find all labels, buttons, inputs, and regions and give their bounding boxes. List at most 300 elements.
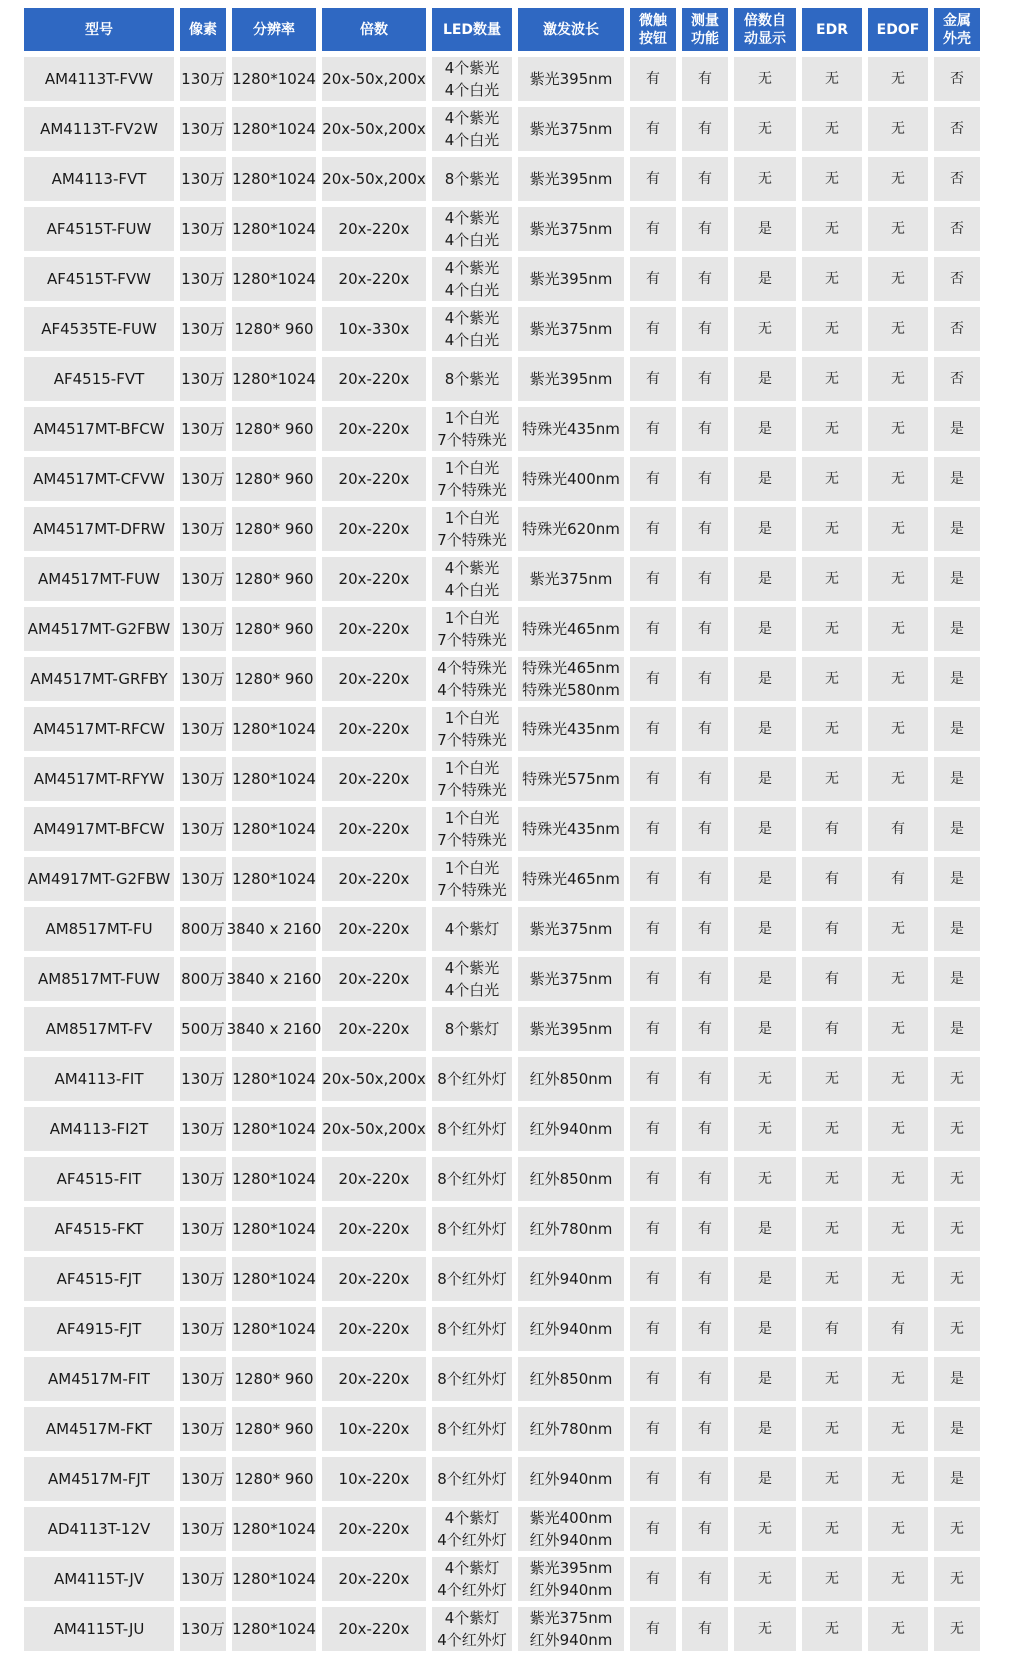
cell-magnification: 20x-220x bbox=[322, 807, 426, 851]
cell-led-count bbox=[432, 57, 512, 101]
cell-magnification: 20x-220x bbox=[322, 1157, 426, 1201]
cell-edof: 无 bbox=[868, 707, 928, 751]
cell-auto-magnification-display: 是 bbox=[734, 1407, 796, 1451]
table-row bbox=[24, 357, 994, 401]
table-row bbox=[24, 107, 994, 151]
cell-line: 4个特殊光 bbox=[437, 659, 507, 677]
cell-line: 特殊光465nm bbox=[522, 659, 620, 677]
header-resolution: 分辨率 bbox=[232, 8, 316, 51]
cell-excitation-wavelength bbox=[518, 1607, 624, 1651]
cell-metal-housing: 是 bbox=[934, 1407, 980, 1451]
cell-line: 金属 bbox=[943, 12, 971, 29]
cell-excitation-wavelength: 特殊光465nm bbox=[518, 607, 624, 651]
cell-resolution: 1280*1024 bbox=[232, 1107, 316, 1151]
header-magnification: 倍数 bbox=[322, 8, 426, 51]
cell-measurement-function: 有 bbox=[682, 707, 728, 751]
cell-metal-housing: 无 bbox=[934, 1207, 980, 1251]
cell-resolution: 1280*1024 bbox=[232, 1507, 316, 1551]
cell-model: AF4515-FJT bbox=[24, 1257, 174, 1301]
cell-line: 4个紫光 bbox=[444, 209, 500, 227]
cell-measurement-function: 有 bbox=[682, 657, 728, 701]
cell-line: 7个特殊光 bbox=[437, 631, 507, 649]
cell-pixels: 130万 bbox=[180, 157, 226, 201]
cell-edr: 无 bbox=[802, 757, 862, 801]
cell-pixels: 130万 bbox=[180, 707, 226, 751]
cell-model: AF4915-FJT bbox=[24, 1307, 174, 1351]
cell-edr: 无 bbox=[802, 107, 862, 151]
cell-excitation-wavelength: 紫光375nm bbox=[518, 957, 624, 1001]
table-row bbox=[24, 1307, 994, 1351]
cell-magnification: 20x-220x bbox=[322, 1207, 426, 1251]
cell-magnification: 20x-220x bbox=[322, 507, 426, 551]
cell-model: AM4517MT-FUW bbox=[24, 557, 174, 601]
cell-edr: 无 bbox=[802, 1507, 862, 1551]
cell-pixels: 130万 bbox=[180, 1307, 226, 1351]
cell-pixels: 130万 bbox=[180, 407, 226, 451]
cell-edof: 无 bbox=[868, 407, 928, 451]
cell-model: AM4517MT-G2FBW bbox=[24, 607, 174, 651]
cell-microtouch-button: 有 bbox=[630, 1107, 676, 1151]
cell-measurement-function: 有 bbox=[682, 1507, 728, 1551]
cell-microtouch-button: 有 bbox=[630, 1157, 676, 1201]
cell-model: AM4113T-FV2W bbox=[24, 107, 174, 151]
cell-metal-housing: 是 bbox=[934, 807, 980, 851]
cell-metal-housing: 是 bbox=[934, 907, 980, 951]
cell-line: 4个白光 bbox=[444, 281, 500, 299]
cell-edof: 无 bbox=[868, 607, 928, 651]
cell-magnification: 20x-220x bbox=[322, 1607, 426, 1651]
cell-resolution: 1280*1024 bbox=[232, 1607, 316, 1651]
cell-pixels: 130万 bbox=[180, 1057, 226, 1101]
cell-model: AM4517MT-RFCW bbox=[24, 707, 174, 751]
cell-led-count bbox=[432, 957, 512, 1001]
cell-line: 7个特殊光 bbox=[437, 731, 507, 749]
cell-model: AF4535TE-FUW bbox=[24, 307, 174, 351]
cell-microtouch-button: 有 bbox=[630, 157, 676, 201]
cell-microtouch-button: 有 bbox=[630, 1357, 676, 1401]
cell-auto-magnification-display: 是 bbox=[734, 807, 796, 851]
cell-line: 4个白光 bbox=[444, 331, 500, 349]
cell-edr: 无 bbox=[802, 357, 862, 401]
cell-edr: 无 bbox=[802, 1357, 862, 1401]
table-row bbox=[24, 807, 994, 851]
table-row bbox=[24, 657, 994, 701]
cell-edr: 有 bbox=[802, 907, 862, 951]
cell-edof: 有 bbox=[868, 1307, 928, 1351]
table-row bbox=[24, 407, 994, 451]
cell-measurement-function: 有 bbox=[682, 1457, 728, 1501]
cell-edr: 无 bbox=[802, 557, 862, 601]
cell-magnification: 20x-220x bbox=[322, 657, 426, 701]
table-row bbox=[24, 1507, 994, 1551]
cell-led-count bbox=[432, 1507, 512, 1551]
cell-pixels: 130万 bbox=[180, 457, 226, 501]
table-row bbox=[24, 507, 994, 551]
cell-magnification: 20x-220x bbox=[322, 357, 426, 401]
cell-excitation-wavelength: 红外850nm bbox=[518, 1157, 624, 1201]
cell-pixels: 130万 bbox=[180, 807, 226, 851]
cell-resolution: 1280* 960 bbox=[232, 1407, 316, 1451]
cell-model: AM8517MT-FU bbox=[24, 907, 174, 951]
cell-microtouch-button: 有 bbox=[630, 607, 676, 651]
cell-led-count: 8个红外灯 bbox=[432, 1057, 512, 1101]
cell-microtouch-button: 有 bbox=[630, 1557, 676, 1601]
cell-resolution: 1280*1024 bbox=[232, 757, 316, 801]
cell-auto-magnification-display: 是 bbox=[734, 1257, 796, 1301]
cell-line: 1个白光 bbox=[444, 509, 500, 527]
cell-edr: 无 bbox=[802, 1407, 862, 1451]
cell-resolution: 3840 x 2160 bbox=[232, 957, 316, 1001]
cell-magnification: 20x-220x bbox=[322, 957, 426, 1001]
header-led-count: LED数量 bbox=[432, 8, 512, 51]
cell-auto-magnification-display: 是 bbox=[734, 1307, 796, 1351]
cell-edof: 无 bbox=[868, 307, 928, 351]
cell-metal-housing: 否 bbox=[934, 357, 980, 401]
cell-edr: 无 bbox=[802, 207, 862, 251]
cell-metal-housing: 是 bbox=[934, 407, 980, 451]
cell-microtouch-button: 有 bbox=[630, 257, 676, 301]
cell-model: AM8517MT-FV bbox=[24, 1007, 174, 1051]
cell-metal-housing: 是 bbox=[934, 507, 980, 551]
cell-magnification: 20x-220x bbox=[322, 1357, 426, 1401]
cell-excitation-wavelength: 特殊光400nm bbox=[518, 457, 624, 501]
cell-line: 4个紫光 bbox=[444, 109, 500, 127]
cell-led-count bbox=[432, 307, 512, 351]
cell-edr: 有 bbox=[802, 857, 862, 901]
cell-line: 紫光375nm bbox=[529, 1609, 613, 1627]
cell-model: AM4917MT-G2FBW bbox=[24, 857, 174, 901]
cell-microtouch-button: 有 bbox=[630, 757, 676, 801]
cell-edof: 无 bbox=[868, 1607, 928, 1651]
cell-magnification: 20x-220x bbox=[322, 1507, 426, 1551]
cell-pixels: 800万 bbox=[180, 907, 226, 951]
cell-line: 1个白光 bbox=[444, 709, 500, 727]
cell-excitation-wavelength: 红外940nm bbox=[518, 1307, 624, 1351]
table-row bbox=[24, 1107, 994, 1151]
cell-measurement-function: 有 bbox=[682, 1007, 728, 1051]
cell-metal-housing: 是 bbox=[934, 457, 980, 501]
cell-magnification: 20x-220x bbox=[322, 857, 426, 901]
cell-microtouch-button: 有 bbox=[630, 407, 676, 451]
cell-edof: 无 bbox=[868, 1107, 928, 1151]
cell-line: 1个白光 bbox=[444, 809, 500, 827]
cell-microtouch-button: 有 bbox=[630, 1407, 676, 1451]
cell-microtouch-button: 有 bbox=[630, 307, 676, 351]
cell-measurement-function: 有 bbox=[682, 1107, 728, 1151]
cell-magnification: 20x-220x bbox=[322, 1557, 426, 1601]
cell-metal-housing: 是 bbox=[934, 557, 980, 601]
table-row bbox=[24, 257, 994, 301]
table-row bbox=[24, 1607, 994, 1651]
cell-edof: 无 bbox=[868, 1457, 928, 1501]
cell-line: 4个紫光 bbox=[444, 559, 500, 577]
cell-edr: 无 bbox=[802, 457, 862, 501]
cell-microtouch-button: 有 bbox=[630, 557, 676, 601]
cell-metal-housing: 是 bbox=[934, 607, 980, 651]
cell-edr: 无 bbox=[802, 257, 862, 301]
cell-line: 7个特殊光 bbox=[437, 531, 507, 549]
cell-excitation-wavelength: 红外780nm bbox=[518, 1207, 624, 1251]
cell-microtouch-button: 有 bbox=[630, 457, 676, 501]
cell-pixels: 130万 bbox=[180, 1407, 226, 1451]
cell-excitation-wavelength: 紫光395nm bbox=[518, 357, 624, 401]
cell-led-count: 8个红外灯 bbox=[432, 1457, 512, 1501]
cell-microtouch-button: 有 bbox=[630, 207, 676, 251]
cell-magnification: 10x-220x bbox=[322, 1407, 426, 1451]
cell-model: AM4517MT-BFCW bbox=[24, 407, 174, 451]
product-spec-table bbox=[24, 8, 994, 1657]
cell-measurement-function: 有 bbox=[682, 757, 728, 801]
cell-magnification: 20x-50x,200x bbox=[322, 1107, 426, 1151]
cell-metal-housing: 是 bbox=[934, 957, 980, 1001]
cell-resolution: 1280*1024 bbox=[232, 107, 316, 151]
header-microtouch-button bbox=[630, 8, 676, 51]
cell-model: AF4515T-FVW bbox=[24, 257, 174, 301]
cell-excitation-wavelength: 红外850nm bbox=[518, 1057, 624, 1101]
cell-measurement-function: 有 bbox=[682, 1257, 728, 1301]
cell-edof: 无 bbox=[868, 257, 928, 301]
cell-auto-magnification-display: 是 bbox=[734, 557, 796, 601]
cell-excitation-wavelength: 紫光375nm bbox=[518, 107, 624, 151]
cell-pixels: 130万 bbox=[180, 857, 226, 901]
cell-excitation-wavelength: 红外780nm bbox=[518, 1407, 624, 1451]
cell-excitation-wavelength: 红外940nm bbox=[518, 1457, 624, 1501]
cell-auto-magnification-display: 是 bbox=[734, 907, 796, 951]
cell-model: AM4113-FIT bbox=[24, 1057, 174, 1101]
table-row bbox=[24, 607, 994, 651]
cell-led-count: 8个红外灯 bbox=[432, 1307, 512, 1351]
cell-excitation-wavelength: 紫光375nm bbox=[518, 207, 624, 251]
cell-led-count: 8个红外灯 bbox=[432, 1107, 512, 1151]
cell-measurement-function: 有 bbox=[682, 607, 728, 651]
cell-magnification: 20x-50x,200x bbox=[322, 107, 426, 151]
cell-model: AD4113T-12V bbox=[24, 1507, 174, 1551]
cell-edr: 无 bbox=[802, 407, 862, 451]
cell-measurement-function: 有 bbox=[682, 207, 728, 251]
cell-magnification: 20x-50x,200x bbox=[322, 1057, 426, 1101]
cell-microtouch-button: 有 bbox=[630, 1257, 676, 1301]
cell-microtouch-button: 有 bbox=[630, 1607, 676, 1651]
cell-auto-magnification-display: 无 bbox=[734, 1057, 796, 1101]
cell-line: 4个紫灯 bbox=[444, 1609, 500, 1627]
cell-excitation-wavelength: 红外850nm bbox=[518, 1357, 624, 1401]
cell-edr: 无 bbox=[802, 157, 862, 201]
table-row bbox=[24, 1157, 994, 1201]
cell-excitation-wavelength bbox=[518, 1557, 624, 1601]
cell-auto-magnification-display: 是 bbox=[734, 1457, 796, 1501]
cell-pixels: 130万 bbox=[180, 1107, 226, 1151]
cell-line: 4个红外灯 bbox=[437, 1581, 507, 1599]
cell-line: 紫光400nm bbox=[529, 1509, 613, 1527]
cell-edof: 无 bbox=[868, 207, 928, 251]
table-row bbox=[24, 1357, 994, 1401]
cell-excitation-wavelength bbox=[518, 657, 624, 701]
cell-measurement-function: 有 bbox=[682, 307, 728, 351]
cell-model: AF4515-FKT bbox=[24, 1207, 174, 1251]
cell-edof: 无 bbox=[868, 957, 928, 1001]
cell-metal-housing: 否 bbox=[934, 307, 980, 351]
cell-auto-magnification-display: 是 bbox=[734, 407, 796, 451]
cell-line: 红外940nm bbox=[529, 1631, 613, 1649]
cell-metal-housing: 无 bbox=[934, 1307, 980, 1351]
cell-pixels: 130万 bbox=[180, 257, 226, 301]
header-edof: EDOF bbox=[868, 8, 928, 51]
cell-auto-magnification-display: 是 bbox=[734, 857, 796, 901]
cell-pixels: 130万 bbox=[180, 757, 226, 801]
cell-pixels: 130万 bbox=[180, 1607, 226, 1651]
cell-excitation-wavelength: 紫光395nm bbox=[518, 1007, 624, 1051]
cell-model: AM4517M-FIT bbox=[24, 1357, 174, 1401]
cell-auto-magnification-display: 是 bbox=[734, 357, 796, 401]
cell-resolution: 1280* 960 bbox=[232, 557, 316, 601]
cell-pixels: 130万 bbox=[180, 1157, 226, 1201]
cell-model: AM8517MT-FUW bbox=[24, 957, 174, 1001]
cell-auto-magnification-display: 无 bbox=[734, 57, 796, 101]
cell-measurement-function: 有 bbox=[682, 1057, 728, 1101]
cell-measurement-function: 有 bbox=[682, 1357, 728, 1401]
cell-pixels: 130万 bbox=[180, 207, 226, 251]
cell-auto-magnification-display: 是 bbox=[734, 207, 796, 251]
cell-line: 7个特殊光 bbox=[437, 481, 507, 499]
table-row bbox=[24, 207, 994, 251]
cell-metal-housing: 无 bbox=[934, 1157, 980, 1201]
cell-edof: 有 bbox=[868, 807, 928, 851]
cell-line: 4个白光 bbox=[444, 131, 500, 149]
cell-edr: 无 bbox=[802, 1257, 862, 1301]
table-row bbox=[24, 1207, 994, 1251]
cell-pixels: 130万 bbox=[180, 1507, 226, 1551]
cell-led-count bbox=[432, 757, 512, 801]
cell-magnification: 20x-220x bbox=[322, 707, 426, 751]
cell-line: 4个特殊光 bbox=[437, 681, 507, 699]
cell-excitation-wavelength: 特殊光435nm bbox=[518, 707, 624, 751]
cell-line: 红外940nm bbox=[529, 1581, 613, 1599]
cell-led-count bbox=[432, 457, 512, 501]
cell-line: 4个红外灯 bbox=[437, 1531, 507, 1549]
cell-metal-housing: 是 bbox=[934, 857, 980, 901]
cell-magnification: 20x-220x bbox=[322, 457, 426, 501]
cell-metal-housing: 是 bbox=[934, 1457, 980, 1501]
cell-led-count: 8个红外灯 bbox=[432, 1257, 512, 1301]
cell-line: 特殊光580nm bbox=[522, 681, 620, 699]
cell-measurement-function: 有 bbox=[682, 1407, 728, 1451]
cell-measurement-function: 有 bbox=[682, 407, 728, 451]
cell-edof: 无 bbox=[868, 757, 928, 801]
cell-metal-housing: 否 bbox=[934, 107, 980, 151]
table-row bbox=[24, 307, 994, 351]
cell-excitation-wavelength: 特殊光465nm bbox=[518, 857, 624, 901]
cell-pixels: 130万 bbox=[180, 307, 226, 351]
cell-line: 红外940nm bbox=[529, 1531, 613, 1549]
cell-line: 4个紫光 bbox=[444, 59, 500, 77]
cell-magnification: 10x-330x bbox=[322, 307, 426, 351]
cell-model: AM4113T-FVW bbox=[24, 57, 174, 101]
cell-line: 1个白光 bbox=[444, 859, 500, 877]
cell-resolution: 1280*1024 bbox=[232, 1307, 316, 1351]
cell-auto-magnification-display: 是 bbox=[734, 457, 796, 501]
cell-auto-magnification-display: 无 bbox=[734, 1607, 796, 1651]
cell-resolution: 1280*1024 bbox=[232, 1207, 316, 1251]
cell-model: AM4113-FVT bbox=[24, 157, 174, 201]
cell-line: 4个紫光 bbox=[444, 259, 500, 277]
cell-led-count bbox=[432, 807, 512, 851]
cell-excitation-wavelength: 特殊光435nm bbox=[518, 407, 624, 451]
cell-edof: 无 bbox=[868, 507, 928, 551]
cell-microtouch-button: 有 bbox=[630, 1307, 676, 1351]
cell-led-count: 8个紫光 bbox=[432, 357, 512, 401]
cell-line: 1个白光 bbox=[444, 609, 500, 627]
cell-led-count: 4个紫灯 bbox=[432, 907, 512, 951]
cell-auto-magnification-display: 是 bbox=[734, 707, 796, 751]
header-pixels: 像素 bbox=[180, 8, 226, 51]
cell-edof: 有 bbox=[868, 857, 928, 901]
cell-edr: 无 bbox=[802, 57, 862, 101]
cell-excitation-wavelength: 红外940nm bbox=[518, 1257, 624, 1301]
cell-led-count: 8个红外灯 bbox=[432, 1157, 512, 1201]
cell-resolution: 1280* 960 bbox=[232, 1357, 316, 1401]
cell-resolution: 1280* 960 bbox=[232, 607, 316, 651]
cell-line: 4个紫光 bbox=[444, 309, 500, 327]
cell-metal-housing: 无 bbox=[934, 1057, 980, 1101]
cell-auto-magnification-display: 是 bbox=[734, 1207, 796, 1251]
cell-magnification: 20x-220x bbox=[322, 1007, 426, 1051]
table-row bbox=[24, 957, 994, 1001]
cell-model: AM4517MT-DFRW bbox=[24, 507, 174, 551]
cell-metal-housing: 是 bbox=[934, 707, 980, 751]
cell-metal-housing: 是 bbox=[934, 757, 980, 801]
cell-edr: 无 bbox=[802, 657, 862, 701]
cell-excitation-wavelength: 紫光375nm bbox=[518, 307, 624, 351]
cell-pixels: 130万 bbox=[180, 1557, 226, 1601]
cell-line: 紫光395nm bbox=[529, 1559, 613, 1577]
cell-line: 4个红外灯 bbox=[437, 1631, 507, 1649]
cell-model: AM4115T-JV bbox=[24, 1557, 174, 1601]
cell-edof: 无 bbox=[868, 1257, 928, 1301]
cell-magnification: 20x-220x bbox=[322, 607, 426, 651]
cell-auto-magnification-display: 无 bbox=[734, 157, 796, 201]
cell-edof: 无 bbox=[868, 1507, 928, 1551]
cell-led-count bbox=[432, 1557, 512, 1601]
cell-edr: 有 bbox=[802, 957, 862, 1001]
cell-metal-housing: 无 bbox=[934, 1557, 980, 1601]
table-row bbox=[24, 1407, 994, 1451]
cell-measurement-function: 有 bbox=[682, 257, 728, 301]
cell-edof: 无 bbox=[868, 1557, 928, 1601]
cell-edof: 无 bbox=[868, 557, 928, 601]
cell-auto-magnification-display: 是 bbox=[734, 257, 796, 301]
cell-edr: 无 bbox=[802, 1557, 862, 1601]
cell-edr: 有 bbox=[802, 1007, 862, 1051]
cell-magnification: 20x-220x bbox=[322, 1307, 426, 1351]
cell-magnification: 20x-220x bbox=[322, 907, 426, 951]
cell-metal-housing: 无 bbox=[934, 1607, 980, 1651]
cell-auto-magnification-display: 无 bbox=[734, 307, 796, 351]
cell-excitation-wavelength: 特殊光435nm bbox=[518, 807, 624, 851]
table-row bbox=[24, 757, 994, 801]
cell-measurement-function: 有 bbox=[682, 1607, 728, 1651]
cell-auto-magnification-display: 是 bbox=[734, 757, 796, 801]
cell-auto-magnification-display: 无 bbox=[734, 1557, 796, 1601]
cell-led-count bbox=[432, 257, 512, 301]
cell-auto-magnification-display: 无 bbox=[734, 1107, 796, 1151]
cell-model: AF4515-FVT bbox=[24, 357, 174, 401]
cell-led-count: 8个红外灯 bbox=[432, 1357, 512, 1401]
header-edr: EDR bbox=[802, 8, 862, 51]
cell-model: AF4515-FIT bbox=[24, 1157, 174, 1201]
cell-measurement-function: 有 bbox=[682, 357, 728, 401]
cell-measurement-function: 有 bbox=[682, 507, 728, 551]
cell-microtouch-button: 有 bbox=[630, 707, 676, 751]
